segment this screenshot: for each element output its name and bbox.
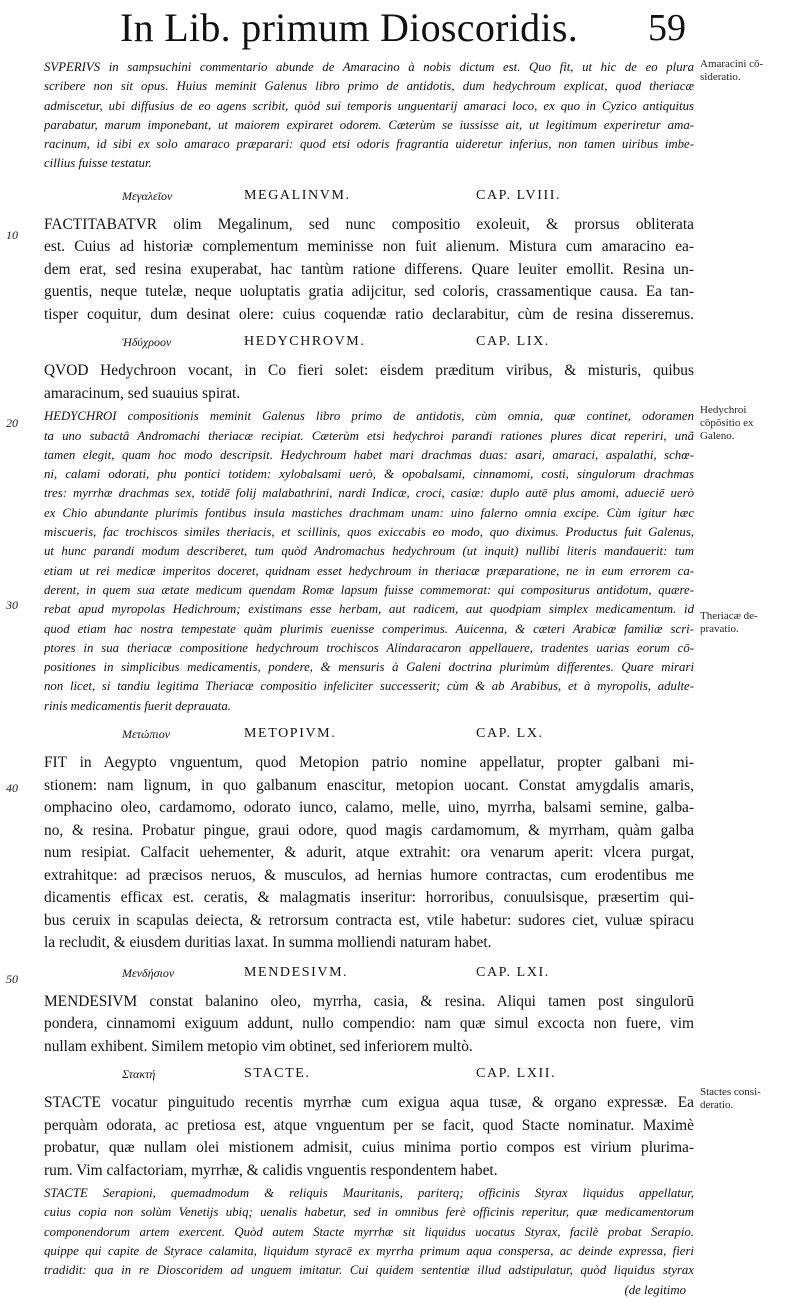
chapter-heading: [44, 328, 694, 356]
text-line: MENDESIVM constat balanino oleo, myrrha, casia, & resina. Aliqui tamen post singulorū: [44, 992, 694, 1010]
chapter-title: HEDYCHROVM.: [244, 334, 366, 350]
margin-note: Theriacæ de- pravatio.: [700, 610, 758, 635]
text-line: QVOD Hedychroon vocant, in Co fieri solet: eisdem præditum viribus, & misturis, quibus: [44, 362, 694, 380]
line-number: 20: [6, 416, 18, 430]
greek-title: Μενδήσιον: [122, 965, 175, 980]
intro-commentary: [44, 58, 694, 174]
text-line: cuius copia non solùm Venetijs ubiq; uenalis habetur, sed in omnibus ferè officinis reperitur, quæ medicamentorum: [44, 1205, 694, 1220]
chapter-heading: [44, 182, 694, 210]
text-line: amaracinum, sed suauius spirat.: [44, 384, 241, 402]
chapter-title: MEGALINVM.: [244, 187, 351, 203]
text-line: dem erat, sed resina exuperabat, hac tantùm ratione differens. Quare leuiter emollit. Resina un-: [44, 260, 694, 278]
chapter-number: CAP. LVIII.: [476, 187, 562, 203]
text-line: stionem: nam lignum, in quo galbanum enascitur, metopion uocant. Constat amygdalis amaris,: [44, 776, 694, 794]
chapter-title: METOPIVM.: [244, 726, 337, 742]
chapter-text: [44, 214, 694, 327]
text-line: STACTE Serapioni, quemadmodum & reliquis Mauritanis, pariterq; officinis Styrax liquidus appellatur,: [44, 1186, 694, 1201]
text-line: tradidit: qua in re Dioscoridem ad unguem imitatur. Cui quidem sententiæ illud adstipulatur, quòd liquidus styrax: [44, 1263, 694, 1278]
chapter-text: [44, 360, 694, 405]
line-number: 50: [6, 972, 18, 986]
text-line: ta uno subactâ Andromachi theriacæ recipiat. Cæterùm etsi hedychroi parandi rationes plures dicat reperiri, unã: [44, 428, 694, 443]
text-line: scribere non sit opus. Huius meminit Galenus libro primo de antidotis, dum hedychroum explicat, quod theriacæ: [44, 79, 694, 94]
margin-note: Hedychroi cōpōsitio ex Galeno.: [700, 404, 754, 442]
text-line: quippe qui capite de Styrace calamita, liquidum styracē ex myrrha primum aqua conspersa, ac deinde expressa, fieri: [44, 1243, 694, 1258]
text-line: derent, in quem sua ætate medicum quendam Romæ lapsum fuisse commemorat: qui compositurus antidotum, quære-: [44, 582, 694, 597]
text-line: ni, calami odorati, phu pontici totidem: xylobalsami uerò, & opobalsami, cinnamomi, costi, singulorum drachmas: [44, 467, 694, 482]
line-number: 30: [6, 598, 18, 612]
chapter-number: CAP. LXII.: [476, 1066, 557, 1082]
text-line: FIT in Aegypto vnguentum, quod Metopion patrio nomine appellatur, propter galbani mi-: [44, 754, 694, 772]
text-line: perquàm odorata, ac pretiosa est, atque vnguentum per se facit, quod Stacte nominatur. Maximè: [44, 1116, 694, 1134]
chapter-text: [44, 752, 694, 955]
folio-number: 59: [648, 7, 686, 49]
text-line: FACTITABATVR olim Megalinum, sed nunc compositio exoleuit, & prorsus obliterata: [44, 215, 694, 233]
chapter-commentary: [44, 407, 694, 716]
chapter-number: CAP. LIX.: [476, 334, 550, 350]
chapter-text: [44, 1092, 694, 1182]
chapter-heading: [44, 959, 694, 987]
text-line: no, & resina. Probatur pingue, graui odore, quod magis cardamomum, & myrrham, quàm galba: [44, 821, 694, 839]
text-line: dicamentis efficax est. ceratis, & malagmatis inseritur: horroribus, conuulsisque, præsertim qui-: [44, 889, 694, 907]
text-line: ptores in sua theriacæ compositione hedychroum trochiscos Alindaracaron appellauere, tradentes uarias eorum cō-: [44, 640, 694, 655]
text-line: rebat apud myropolas Hedichroum; existimans esse herbam, aut radicem, aut quodpiam simplex medicamentum. id: [44, 602, 694, 617]
text-line: num resipiat. Calfacit uehementer, & adurit, atque extrahit: ora venarum aperit: vlcera purgat,: [44, 844, 694, 862]
text-line: extrahitque: ad præcisos neruos, & musculos, ad hernias humore contractas, cum erodentibus me: [44, 866, 694, 884]
chapter-number: CAP. LXI.: [476, 964, 550, 980]
text-line: rum. Vim calfactoriam, myrrhæ, & calidis vnguentis respondentem habet.: [44, 1161, 498, 1179]
text-line: ex Chio abundante plurimis fontibus insula mastiches drachmam unam: uino falerno omnia excipe. Cùm igitur hæc: [44, 505, 694, 520]
line-number: 10: [6, 228, 18, 242]
text-line: omphacino oleo, cardamomo, odorato iunco, calamo, melle, uino, myrrha, balsami semine, galba-: [44, 799, 694, 817]
text-line: componendorum artem exercent. Quòd autem Stacte myrrhæ sit liquidus uocatus Styrax, facilè probat Serapio.: [44, 1224, 694, 1239]
text-line: guentis, neque tutelæ, neque uoluptatis gratia adijcitur, sed coloris, crassamentique causa. Ea tan-: [44, 283, 694, 301]
text-line: bus ceruix in scapulas deiecta, & retrorsum contracta est, vtile habetur: sudores ciet, vuluæ spiracu: [44, 911, 694, 929]
text-line: est. Cuius ad historiæ complementum meminisse non fuit alienum. Mistura cum amaracino ea-: [44, 238, 694, 256]
text-line: parabatur, marum imponebant, ut maiorem expiraret odorem. Cæterùm se iussisse ait, ut legitimum experiretur ama-: [44, 117, 694, 132]
line-number: 40: [6, 781, 18, 795]
text-line: rinis medicamentis fuerit deprauata.: [44, 698, 231, 713]
text-line: positiones in simplicibus medicamentis, pondere, & mensuris à Galeni doctrina plurimùm differentes. Quare mirari: [44, 660, 694, 675]
text-line: ut hunc parandi modum describeret, tum quòd Andromachus hedychroum (ut inquit) nullibi literis mandauerit: tum: [44, 544, 694, 559]
text-line: nullam exhibent. Similem metopio vim obtinet, sed inferiorem multò.: [44, 1037, 473, 1055]
text-line: racinum, id sibi ex solo amaraco præparari: quod etsi odoris fragrantia uideretur inferius, non tamen uiribus imbe-: [44, 137, 694, 152]
margin-note: Amaracini cō- sideratio.: [700, 58, 764, 83]
text-line: probatur, quæ nullam olei mistionem admisit, cuius minima portio compos est virium plurima-: [44, 1139, 694, 1157]
chapter-heading: [44, 1060, 694, 1088]
chapter-number: CAP. LX.: [476, 726, 544, 742]
text-line: cillius fuisse testatur.: [44, 156, 152, 171]
text-line: tres: myrrhæ drachmas sex, totidē folij malabathrini, nardi Indicæ, croci, casiæ: duplo autē plus amomi, adueciē uerò: [44, 486, 694, 501]
greek-title: Στακτή: [122, 1067, 156, 1082]
text-line: non licet, si tandiu legitima Theriacæ compositio infeliciter successerit; cùm & ab Arabibus, et à myropolis, adulte-: [44, 679, 694, 694]
text-line: HEDYCHROI compositionis meminit Galenus libro primo de antidotis, cùm omnia, quæ continet, odoramen: [44, 409, 694, 424]
text-line: SVPERIVS in sampsuchini commentario abunde de Amaracino à nobis dictum est. Quo fit, ut hic de eo plura: [44, 60, 694, 74]
running-head: In Lib. primum Dioscoridis.: [120, 5, 579, 50]
text-line: etiam ut rei medicæ imperitos doceret, quidnam esset hedychroum in theriacæ præparatione, ne in eum errorem ca-: [44, 563, 694, 578]
chapter-heading: [44, 720, 694, 748]
page-header: [0, 4, 787, 56]
text-line: quod etiam hac nostra tempestate quàm plurimis euenisse comperimus. Auicenna, & cæteri Arabicæ familiæ scri-: [44, 621, 694, 636]
greek-title: Μετώπιον: [122, 727, 171, 742]
chapter-title: STACTE.: [244, 1066, 311, 1082]
text-line: STACTE vocatur pinguitudo recentis myrrhæ cum exigua aqua tusæ, & organo expressæ. Ea: [44, 1094, 694, 1112]
text-line: admiscetur, ubi diffusius de eo agens scribit, quòd sui temporis unguentarij amaraci loco, ex quo in Cyzico antiquitus: [44, 98, 694, 113]
chapter-text: [44, 991, 694, 1059]
main-text-column: [44, 56, 694, 1300]
text-line: pondera, cinnamomi exiguum addunt, nullo compendio: nam quæ simul excocta non fuere, vim: [44, 1015, 694, 1033]
greek-title: Ἡδύχροον: [122, 335, 172, 350]
text-line: tisper coquitur, dum desinat olere: cuius coquendæ ratio declarabitur, cùm de resina disseremus.: [44, 305, 694, 323]
chapter-title: MENDESIVM.: [244, 964, 349, 980]
margin-note: Stactes consi- deratio.: [700, 1086, 761, 1111]
catchword: (de legitimo: [624, 1282, 686, 1297]
greek-title: Μεγαλεῖον: [122, 188, 173, 203]
text-line: miscueris, fac trochiscos similes theriacis, et scillinis, quos exiccabis eo modo, quo diximus. Productus fuit Galenus,: [44, 525, 694, 540]
text-line: tamen elegit, quam hoc modo descripsit. Hedychroum habet mari drachmas duas: asari, amaraci, aspalathi, schœ-: [44, 447, 694, 462]
chapter-commentary: [44, 1184, 694, 1300]
text-line: la recludit, & eiusdem duritias laxat. In summa molliendi naturam habet.: [44, 934, 492, 952]
